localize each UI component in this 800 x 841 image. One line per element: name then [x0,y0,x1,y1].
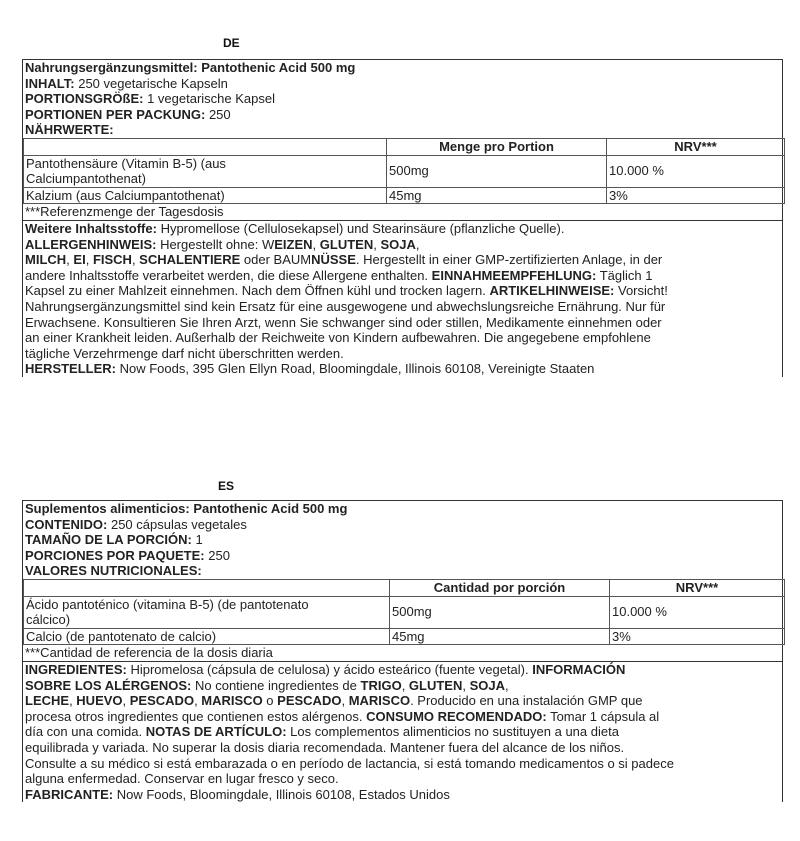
nutrient-nrv: 10.000 % [610,596,785,628]
nutrient-name: Ácido pantoténico (vitamina B-5) (de pantotenato cálcico) [24,596,390,628]
nutrient-nrv: 3% [607,187,785,204]
serving-size-line: PORTIONSGRÖßE: 1 vegetarische Kapsel [25,91,275,107]
servings-per-pack-line: PORCIONES POR PAQUETE: 250 [25,547,230,563]
lang-label-es: ES [218,479,235,493]
footnote: ***Referenzmenge der Tagesdosis [23,204,782,221]
product-title: Suplementos alimenticios: Pantothenic Acid 500 mg [25,501,348,516]
table-row [24,596,785,628]
table-header-row [24,579,785,596]
content-line: INHALT: 250 vegetarische Kapseln [25,75,228,91]
product-title: Nahrungsergänzungsmittel: Pantothenic Acid 500 mg [25,60,356,75]
lang-label-de: DE [223,36,240,50]
nutrition-table [23,579,785,645]
details-paragraph: INGREDIENTES: Hipromelosa (cápsula de celulosa) y ácido esteárico (fuente vegetal). INFORMACIÓN SOBRE LOS ALÉRGENOS: No contiene ingredientes de TRIGO, GLUTEN, SOJA, LECHE, HUEVO, PESCADO, MARISCO o PESCADO, MARISCO. Producido en una instalación GMP que procesa otros ingredientes que contienen estos alérgenos. CONSUMO RECOMENDADO: Tomar 1 cápsula al día con una comida. NOTAS DE ARTÍCULO: Los complementos alimenticios no sustituyen a una dieta equilibrada y variada. No superar la dosis diaria recomendada. Mantener fuera del alcance de los niños. Consulte a su médico si está embarazada o en período de lactancia, si está tomando medicamentos o si padece alguna enfermedad. Conservar en lugar fresco y seco. FABRICANTE: Now Foods, Bloomingdale, Illinois 60108, Estados Unidos [25,661,674,802]
table-row [24,155,785,187]
serving-size-line: TAMAÑO DE LA PORCIÓN: 1 [25,532,203,548]
nutrition-heading: VALORES NUTRICIONALES: [25,563,202,579]
nutrient-amount: 500mg [390,596,610,628]
table-header-nrv: NRV*** [607,138,785,155]
label-panel-de [22,59,783,377]
servings-per-pack-line: PORTIONEN PER PACKUNG: 250 [25,106,231,122]
table-header-name [24,138,387,155]
nutrient-nrv: 3% [610,628,785,645]
nutrient-amount: 45mg [390,628,610,645]
nutrition-table [23,138,785,204]
table-header-nrv: NRV*** [610,579,785,596]
nutrition-heading: NÄHRWERTE: [25,122,114,138]
footnote: ***Cantidad de referencia de la dosis diaria [23,645,782,662]
content-line: CONTENIDO: 250 cápsulas vegetales [25,516,247,532]
nutrient-name: Pantothensäure (Vitamin B-5) (aus Calciumpantothenat) [24,155,387,187]
details-paragraph: Weitere Inhaltsstoffe: Hypromellose (Cellulosekapsel) und Stearinsäure (pflanzliche Quelle). ALLERGENHINWEIS: Hergestellt ohne: WEIZEN, GLUTEN, SOJA, MILCH, EI, FISCH, SCHALENTIERE oder BAUMNÜSSE. Hergestellt in einer GMP-zertifizierten Anlage, in der andere Inhaltsstoffe verarbeitet werden, die diese Allergene enthalten. EINNAHMEEMPFEHLUNG: Täglich 1 Kapsel zu einer Mahlzeit einnehmen. Nach dem Öffnen kühl und trocken lagern. ARTIKELHINWEISE: Vorsicht! Nahrungsergänzungsmittel sind kein Ersatz für eine ausgewogene und abwechslungsreiche Ernährung. Nur für Erwachsene. Konsultieren Sie Ihren Arzt, wenn Sie schwanger sind oder stillen, Medikamente einnehmen oder an einer Krankheit leiden. Außerhalb der Reichweite von Kindern aufbewahren. Die angegebene empfohlene tägliche Verzehrmenge darf nicht überschritten werden. HERSTELLER: Now Foods, 395 Glen Ellyn Road, Bloomingdale, Illinois 60108, Vereinigte Staaten [25,220,668,377]
table-header-row [24,138,785,155]
nutrient-nrv: 10.000 % [607,155,785,187]
table-header-name [24,579,390,596]
table-row [24,187,785,204]
table-header-amount: Cantidad por porción [390,579,610,596]
label-panel-es [22,500,783,802]
table-header-amount: Menge pro Portion [387,138,607,155]
nutrient-name: Calcio (de pantotenato de calcio) [24,628,390,645]
nutrient-name: Kalzium (aus Calciumpantothenat) [24,187,387,204]
nutrient-amount: 45mg [387,187,607,204]
table-row [24,628,785,645]
nutrient-amount: 500mg [387,155,607,187]
